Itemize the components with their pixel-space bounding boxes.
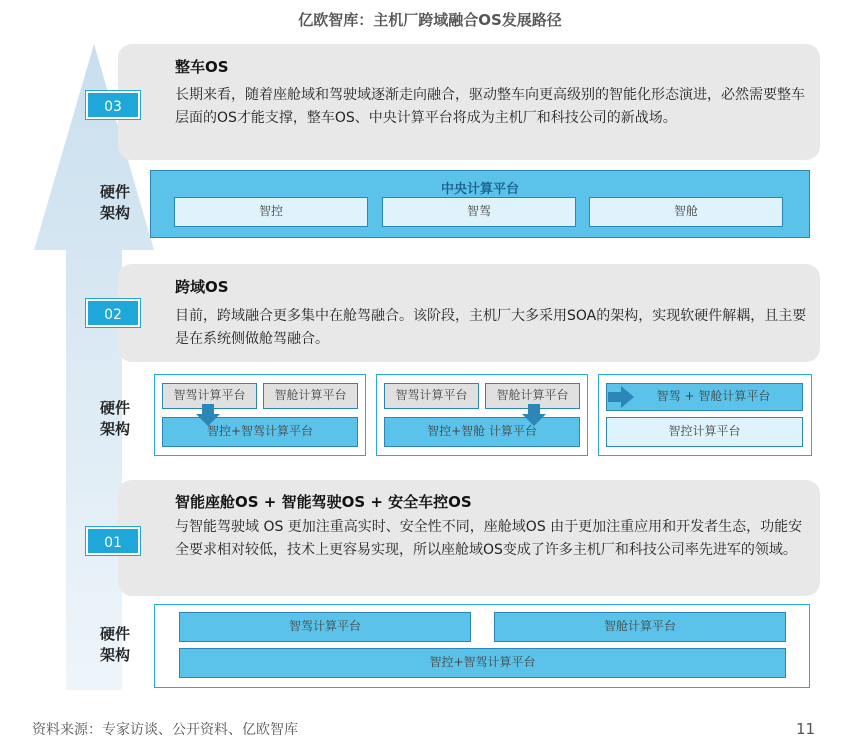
hw2-group3-top: 智驾 + 智舱计算平台 xyxy=(606,383,803,411)
page-title: 亿欧智库：主机厂跨域融合OS发展路径 xyxy=(298,11,562,29)
hw1-bottom: 智控+智驾计算平台 xyxy=(179,648,786,678)
hw2-group1-top-left: 智驾计算平台 xyxy=(162,383,257,409)
down-arrow-icon xyxy=(196,404,220,426)
page-number: 11 xyxy=(796,720,816,738)
hw2-group2-top-right: 智舱计算平台 xyxy=(485,383,580,409)
hw1-top-left: 智驾计算平台 xyxy=(179,612,471,642)
hw2-group1-bottom: 智控+智驾计算平台 xyxy=(162,417,358,447)
stage-01-badge: 01 xyxy=(86,527,140,555)
hw1-top-right: 智舱计算平台 xyxy=(494,612,786,642)
stage-02-title: 跨域OS xyxy=(175,278,229,296)
hw-label-1 xyxy=(95,624,135,666)
hw3-item-zhicang: 智舱 xyxy=(589,197,783,227)
stage-03-badge: 03 xyxy=(86,91,140,119)
stage-02-badge: 02 xyxy=(86,299,140,327)
hw-label-line2: 架构 xyxy=(99,646,130,664)
hw3-item-zhikong: 智控 xyxy=(174,197,368,227)
hw2-group2-bottom: 智控+智舱 计算平台 xyxy=(384,417,580,447)
hw-label-2 xyxy=(95,398,135,440)
hw2-group1-top-right: 智舱计算平台 xyxy=(263,383,358,409)
hw2-group3-bottom: 智控计算平台 xyxy=(606,417,803,447)
hw2-group2-top-left: 智驾计算平台 xyxy=(384,383,479,409)
hw3-item-zhijia: 智驾 xyxy=(382,197,576,227)
down-arrow-icon xyxy=(522,404,546,426)
hw-label-line2: 架构 xyxy=(99,420,130,438)
hw-label-line2: 架构 xyxy=(99,204,130,222)
stage-03-title: 整车OS xyxy=(175,58,229,76)
hw-label-line1: 硬件 xyxy=(99,625,130,643)
central-platform-label: 中央计算平台 xyxy=(440,182,519,197)
right-arrow-icon xyxy=(608,386,634,408)
stage-02-desc: 目前，跨域融合更多集中在舱驾融合。该阶段，主机厂大多采用SOA的架构，实现软硬件解耦，且主要是在系统侧做舱驾融合。 xyxy=(175,308,807,347)
stage-03-desc: 长期来看，随着座舱域和驾驶域逐渐走向融合，驱动整车向更高级别的智能化形态演进，必然需要整车层面的OS才能支撑，整车OS、中央计算平台将成为主机厂和科技公司的新战场。 xyxy=(175,87,805,126)
hw-label-line1: 硬件 xyxy=(99,183,130,201)
hw-label-line1: 硬件 xyxy=(99,399,130,417)
source-note: 资料来源：专家访谈、公开资料、亿欧智库 xyxy=(32,722,298,738)
stage-01-title: 智能座舱OS + 智能驾驶OS + 安全车控OS xyxy=(175,493,472,511)
hw-label-3 xyxy=(95,182,135,224)
stage-01-desc: 与智能驾驶域 OS 更加注重高实时、安全性不同，座舱域OS 由于更加注重应用和开发者生态，功能安全要求相对较低，技术上更容易实现，所以座舱域OS变成了许多主机厂和科技公司率先进军的领域。 xyxy=(175,519,803,558)
